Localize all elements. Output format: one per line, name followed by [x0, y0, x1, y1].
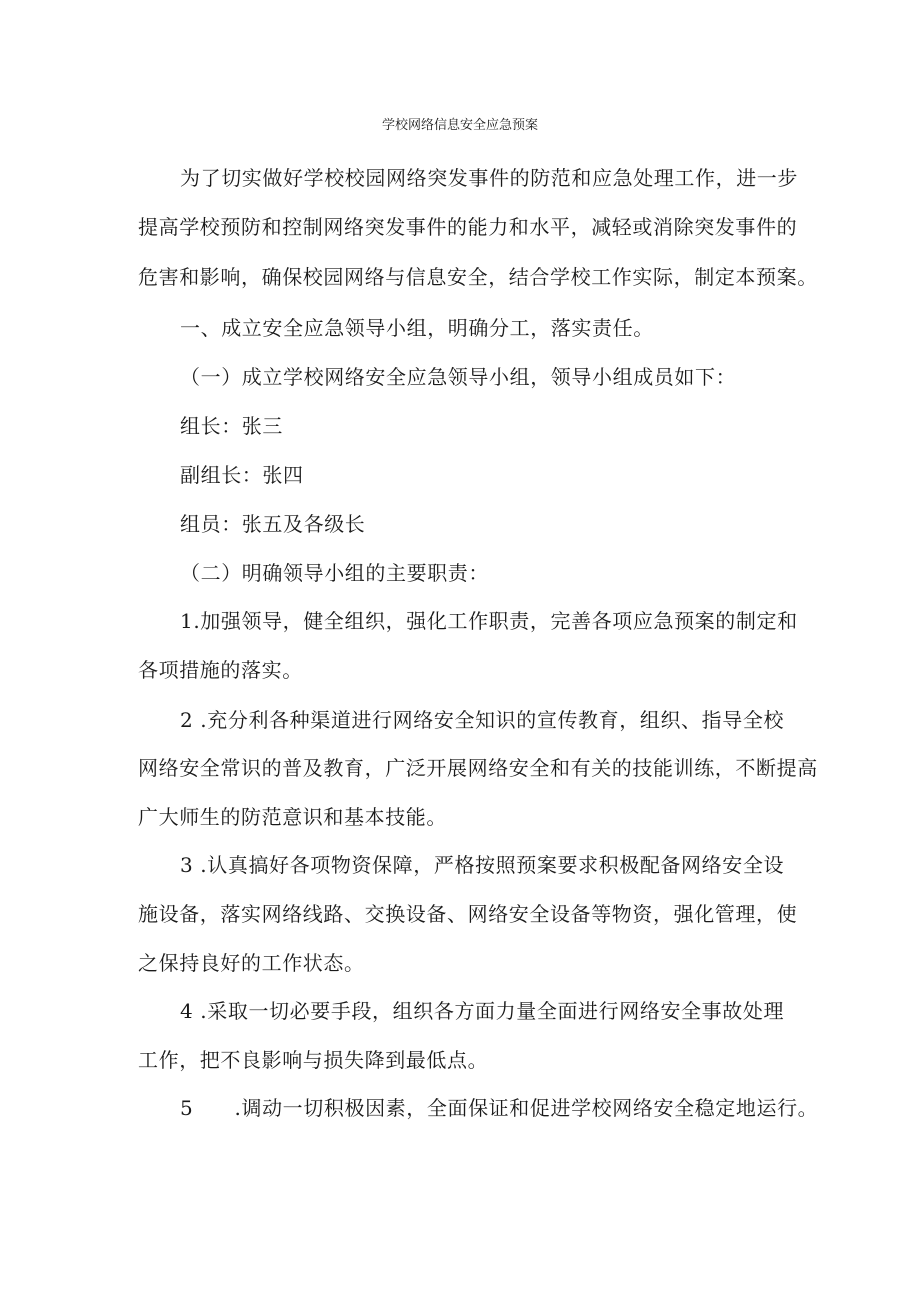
duty-2-line-3: 广大师生的防范意识和基本技能。 [138, 805, 447, 829]
member-leader: 组长：张三 [180, 414, 283, 438]
intro-line-2: 提高学校预防和控制网络突发事件的能力和水平，减轻或消除突发事件的 [138, 215, 798, 239]
member-staff: 组员：张五及各级长 [180, 512, 366, 536]
duty-1-line-1: 1.加强领导，健全组织，强化工作职责，完善各项应急预案的制定和 [180, 609, 798, 633]
duty-4-line-2: 工作，把不良影响与损失降到最低点。 [138, 1048, 489, 1072]
section-1-heading: 一、成立安全应急领导小组，明确分工，落实责任。 [180, 316, 654, 340]
member-deputy: 副组长：张四 [180, 463, 304, 487]
duty-3-line-2: 施设备，落实网络线路、交换设备、网络安全设备等物资，强化管理，使 [138, 902, 798, 926]
document-title: 学校网络信息安全应急预案 [381, 118, 538, 133]
intro-line-1: 为了切实做好学校校园网络突发事件的防范和应急处理工作，进一步 [180, 166, 798, 190]
duty-1-line-2: 各项措施的落实。 [138, 658, 303, 682]
subsection-1-heading: （一）成立学校网络安全应急领导小组，领导小组成员如下： [180, 365, 737, 389]
intro-line-3: 危害和影响，确保校园网络与信息安全，结合学校工作实际，制定本预案。 [138, 265, 818, 289]
duty-2-line-1: 2 .充分利各种渠道进行网络安全知识的宣传教育，组织、指导全校 [180, 708, 785, 732]
duty-3-line-3: 之保持良好的工作状态。 [138, 951, 365, 975]
duty-2-line-2: 网络安全常识的普及教育，广泛开展网络安全和有关的技能训练，不断提高 [138, 756, 818, 780]
duty-3-line-1: 3 .认真搞好各项物资保障，严格按照预案要求积极配备网络安全设 [180, 853, 785, 877]
duty-4-line-1: 4 .采取一切必要手段，组织各方面力量全面进行网络安全事故处理 [180, 999, 785, 1023]
duty-5-line-1: 5 .调动一切积极因素，全面保证和促进学校网络安全稳定地运行。 [180, 1096, 819, 1120]
subsection-2-heading: （二）明确领导小组的主要职责： [180, 561, 489, 585]
